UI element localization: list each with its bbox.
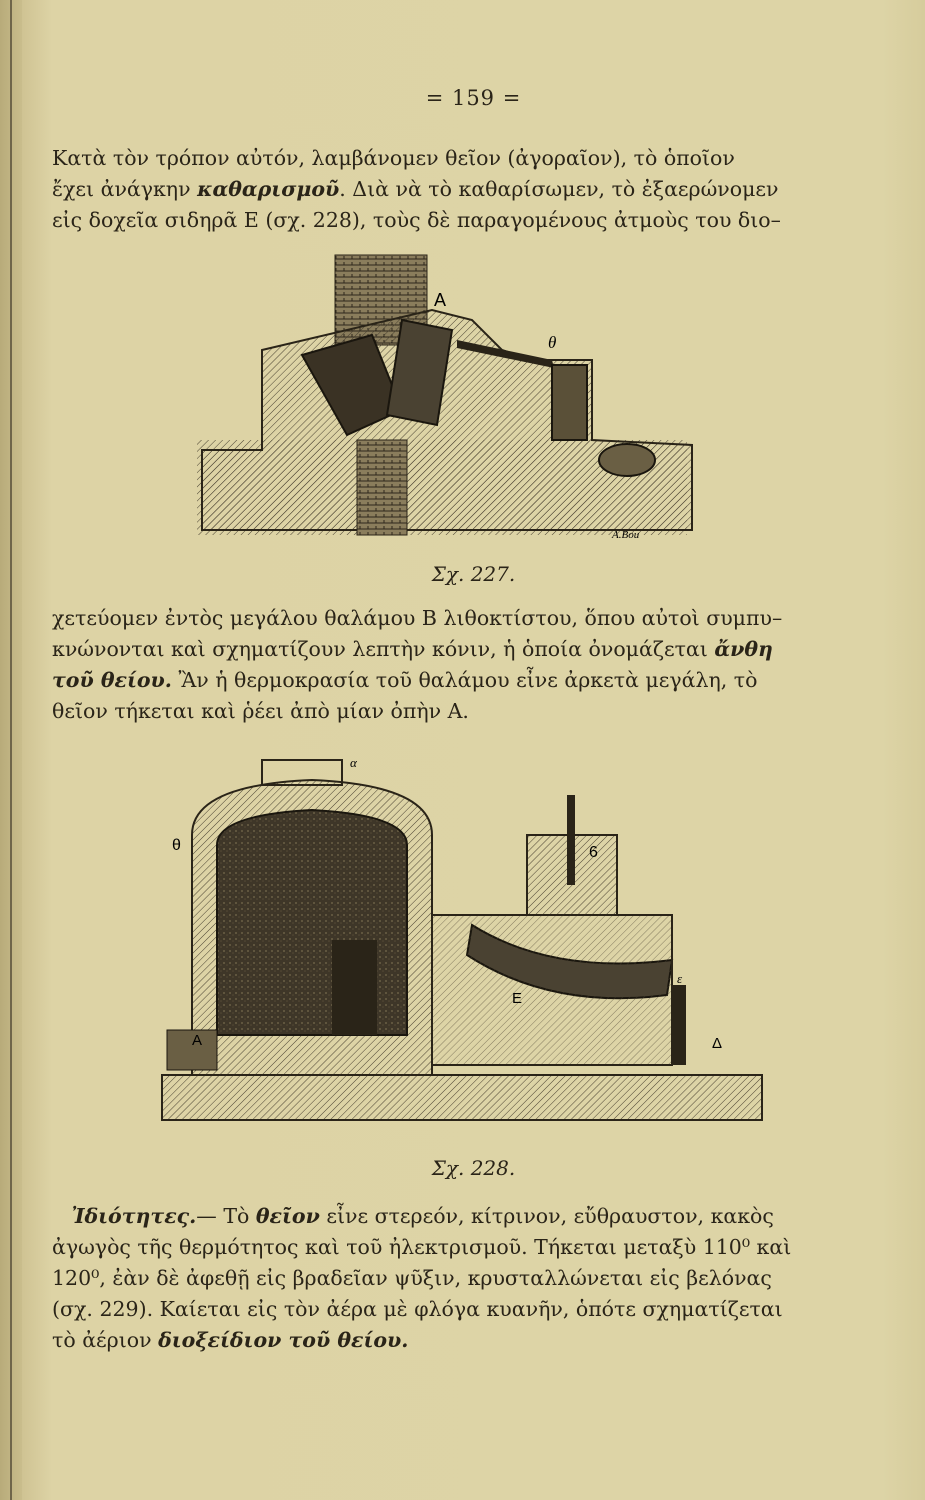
- furnace-lower: [432, 915, 672, 1065]
- label-epsilon: ε: [677, 971, 683, 986]
- paragraph-1: [52, 143, 822, 236]
- label-theta: θ: [172, 837, 181, 854]
- outlet-pipe: [672, 985, 686, 1065]
- para3-line4: (σχ. 229). Καίεται εἰς τὸν ἀέρα μὲ φλόγα κυανῆν, ὁπότε σχηματίζεται: [52, 1297, 783, 1321]
- label-a: A: [192, 1032, 203, 1049]
- caption-227: Σχ. 227.: [431, 562, 516, 586]
- label-delta: Δ: [712, 1035, 723, 1052]
- label-6: 6: [589, 844, 598, 861]
- paragraph-3: [52, 1201, 822, 1356]
- paragraph-2: [52, 603, 822, 727]
- label-a: A: [434, 290, 447, 310]
- stirring-rod: [567, 795, 575, 885]
- emphasis-anthi: ἄνθη: [714, 637, 773, 661]
- para3-line2: ἀγωγὸς τῆς θερμότητος καὶ τοῦ ἠλεκτρισμοῦ. Τήκεται μεταξὺ 110⁰ καὶ: [52, 1235, 792, 1259]
- chamber-doorway: [332, 940, 377, 1035]
- gutter-line: [10, 0, 12, 1500]
- binding-gutter: [0, 0, 23, 1500]
- book-page: [22, 0, 925, 1500]
- para2-line3: τοῦ θείου. Ἂν ἡ θερμοκρασία τοῦ θαλάμου εἶνε ἀρκετὰ μεγάλη, τὸ: [52, 668, 758, 692]
- para1-line1: Κατὰ τὸν τρόπον αὐτόν, λαμβάνομεν θεῖον (ἀγοραῖον), τὸ ὁποῖον: [52, 146, 735, 170]
- floor-foundation: [162, 1075, 762, 1120]
- para3-line1: Ἰδιότητες.— Τὸ θεῖον εἶνε στερεόν, κίτρινον, εὔθραυστον, κακὸς: [71, 1204, 774, 1228]
- emphasis-dioxeidion: διοξείδιον τοῦ θείου.: [158, 1328, 409, 1352]
- para2-line4: θεῖον τήκεται καὶ ῥέει ἀπὸ μίαν ὀπὴν Α.: [52, 699, 469, 723]
- para1-line2: ἔχει ἀνάγκην καθαρισμοῦ. Διὰ νὰ τὸ καθαρίσωμεν, τὸ ἐξαερώνομεν: [52, 177, 779, 201]
- emphasis-tou-theiou: τοῦ θείου.: [52, 668, 172, 692]
- page-number: = 159 =: [425, 86, 522, 110]
- figure-227-illustration: [172, 250, 712, 550]
- figure-228-illustration: [132, 745, 772, 1155]
- label-alpha: α: [350, 755, 357, 770]
- para1-line3: εἰς δοχεῖα σιδηρᾶ Ε (σχ. 228), τοὺς δὲ παραγομένους ἀτμοὺς του διο–: [52, 208, 781, 232]
- emphasis-katharismou: καθαρισμοῦ: [197, 177, 340, 201]
- label-theta: θ: [548, 333, 557, 352]
- para2-line2: κνώνονται καὶ σχηματίζουν λεπτὴν κόνιν, ἡ ὁποία ὀνομάζεται ἄνθη: [52, 637, 773, 661]
- para3-line3: 120⁰, ἐὰν δὲ ἀφεθῇ εἰς βραδεῖαν ψῦξιν, κρυσταλλώνεται εἰς βελόνας: [52, 1266, 772, 1290]
- engraver-signature: A.Bou: [612, 529, 640, 541]
- collection-basin: [599, 444, 655, 476]
- receiver-vessel: [552, 365, 587, 440]
- para2-line1: χετεύομεν ἐντὸς μεγάλου θαλάμου Β λιθοκτίστου, ὅπου αὐτοὶ συμπυ–: [52, 606, 783, 630]
- chamber-interior: [217, 810, 407, 1035]
- emphasis-theion: θεῖον: [255, 1204, 320, 1228]
- label-e: E: [512, 990, 523, 1007]
- firebox: [357, 440, 407, 535]
- heading-idiotites: Ἰδιότητες.: [71, 1204, 197, 1228]
- para3-line5: τὸ ἀέριον διοξείδιον τοῦ θείου.: [52, 1328, 409, 1352]
- caption-228: Σχ. 228.: [431, 1156, 516, 1180]
